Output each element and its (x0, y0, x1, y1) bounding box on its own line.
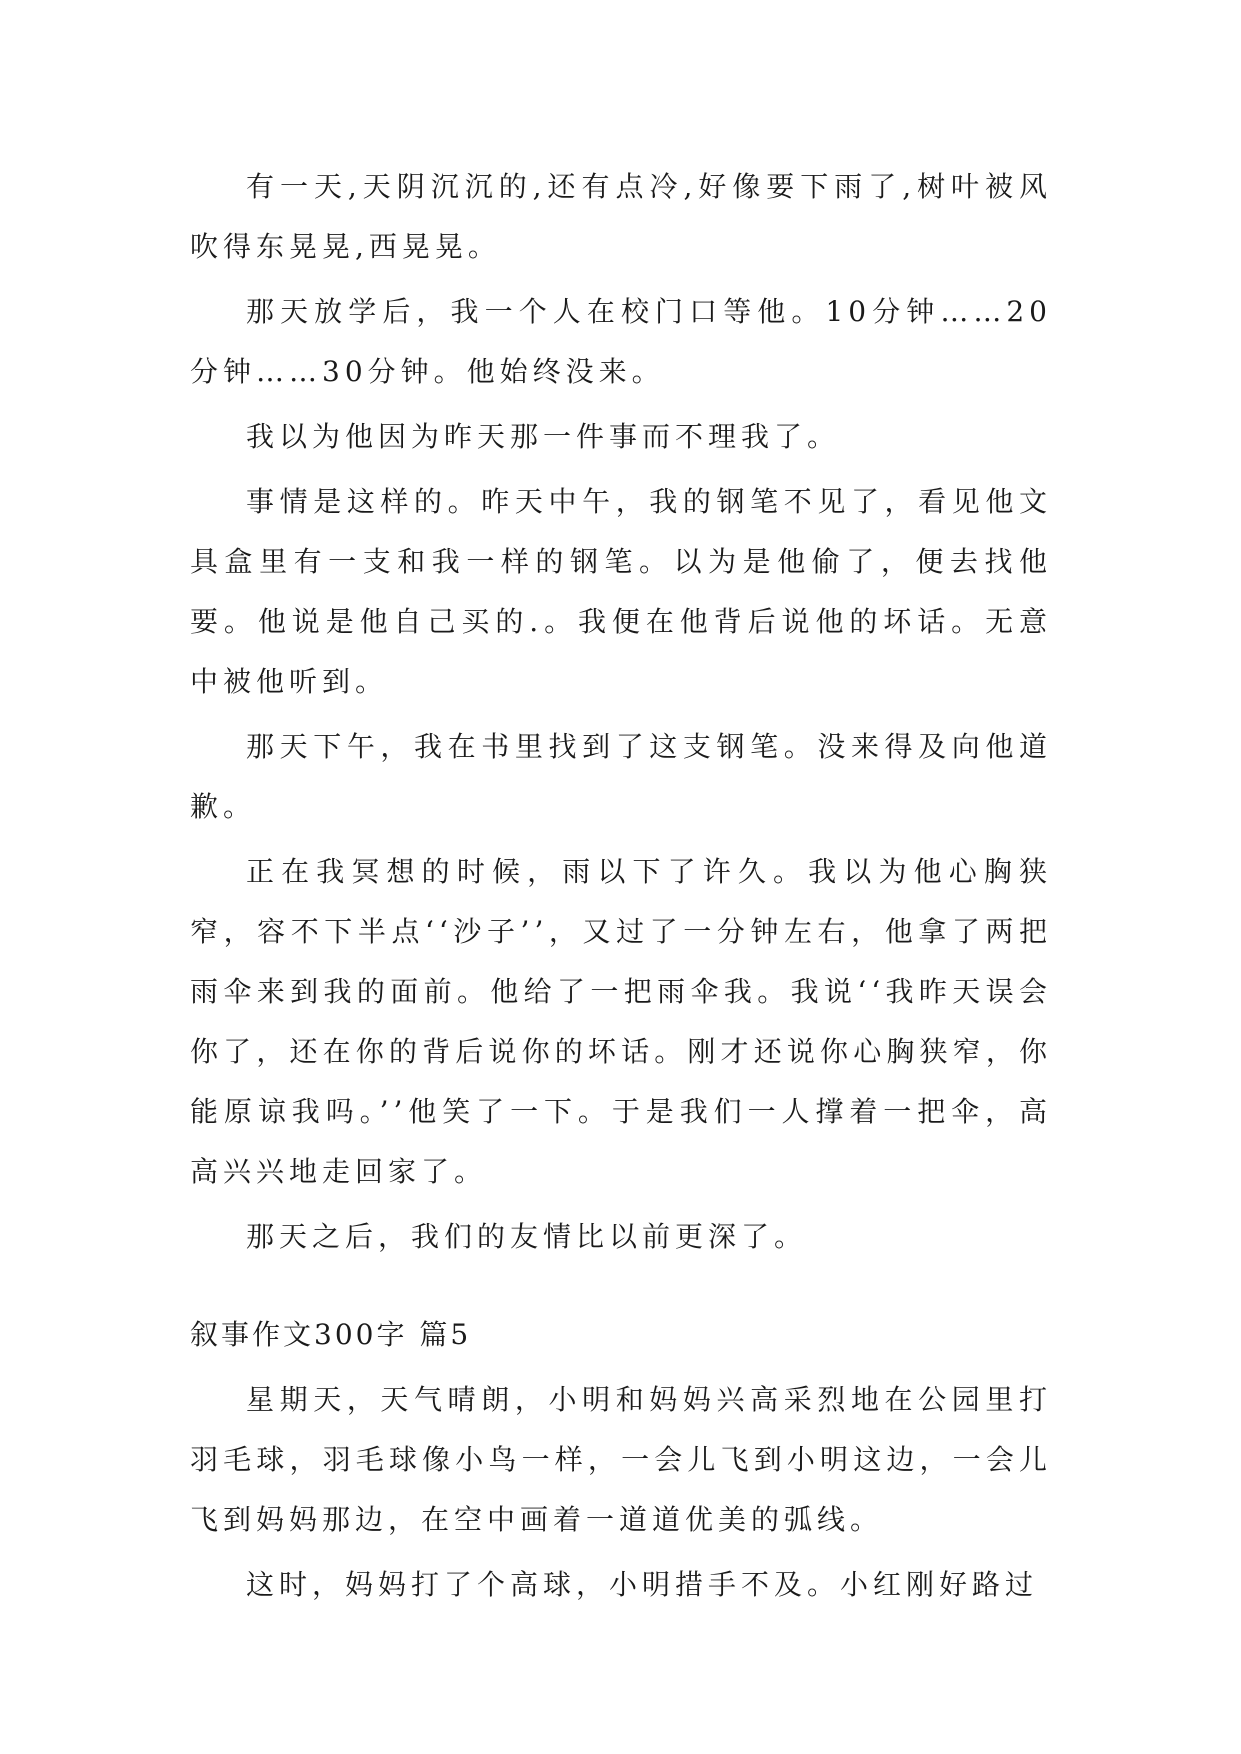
paragraph-waiting-at-gate: 那天放学后，我一个人在校门口等他。10分钟……20分钟……30分钟。他始终没来。 (190, 295, 1052, 388)
paragraph-badminton: 星期天，天气晴朗，小明和妈妈兴高采烈地在公园里打羽毛球，羽毛球像小鸟一样，一会儿飞到小明这边，一会儿飞到妈妈那边，在空中画着一道道优美的弧线。 (190, 1383, 1052, 1536)
paragraph-umbrella: 正在我冥想的时候，雨以下了许久。我以为他心胸狭窄，容不下半点‘‘沙子’’，又过了一分钟左右，他拿了两把雨伞来到我的面前。他给了一把雨伞我。我说‘‘我昨天误会你了，还在你的背后说你的坏话。刚才还说你心胸狭窄，你能原谅我吗。’’他笑了一下。于是我们一人撑着一把伞，高高兴兴地走回家了。 (190, 855, 1052, 1188)
paragraph-pen-incident: 事情是这样的。昨天中午，我的钢笔不见了，看见他文具盒里有一支和我一样的钢笔。以为是他偷了，便去找他要。他说是他自己买的.。我便在他背后说他的坏话。无意中被他听到。 (190, 485, 1052, 698)
paragraph-rainy-day: 有一天,天阴沉沉的,还有点冷,好像要下雨了,树叶被风吹得东晃晃,西晃晃。 (190, 170, 1052, 263)
section-heading: 叙事作文300字 篇5 (190, 1318, 472, 1351)
paragraph-thought-ignored: 我以为他因为昨天那一件事而不理我了。 (246, 420, 841, 453)
paragraph-friendship: 那天之后，我们的友情比以前更深了。 (246, 1220, 808, 1253)
document-page (190, 157, 1052, 1620)
paragraph-found-pen: 那天下午，我在书里找到了这支钢笔。没来得及向他道歉。 (190, 730, 1052, 823)
paragraph-high-ball: 这时，妈妈打了个高球，小明措手不及。小红刚好路过 (246, 1568, 1039, 1601)
